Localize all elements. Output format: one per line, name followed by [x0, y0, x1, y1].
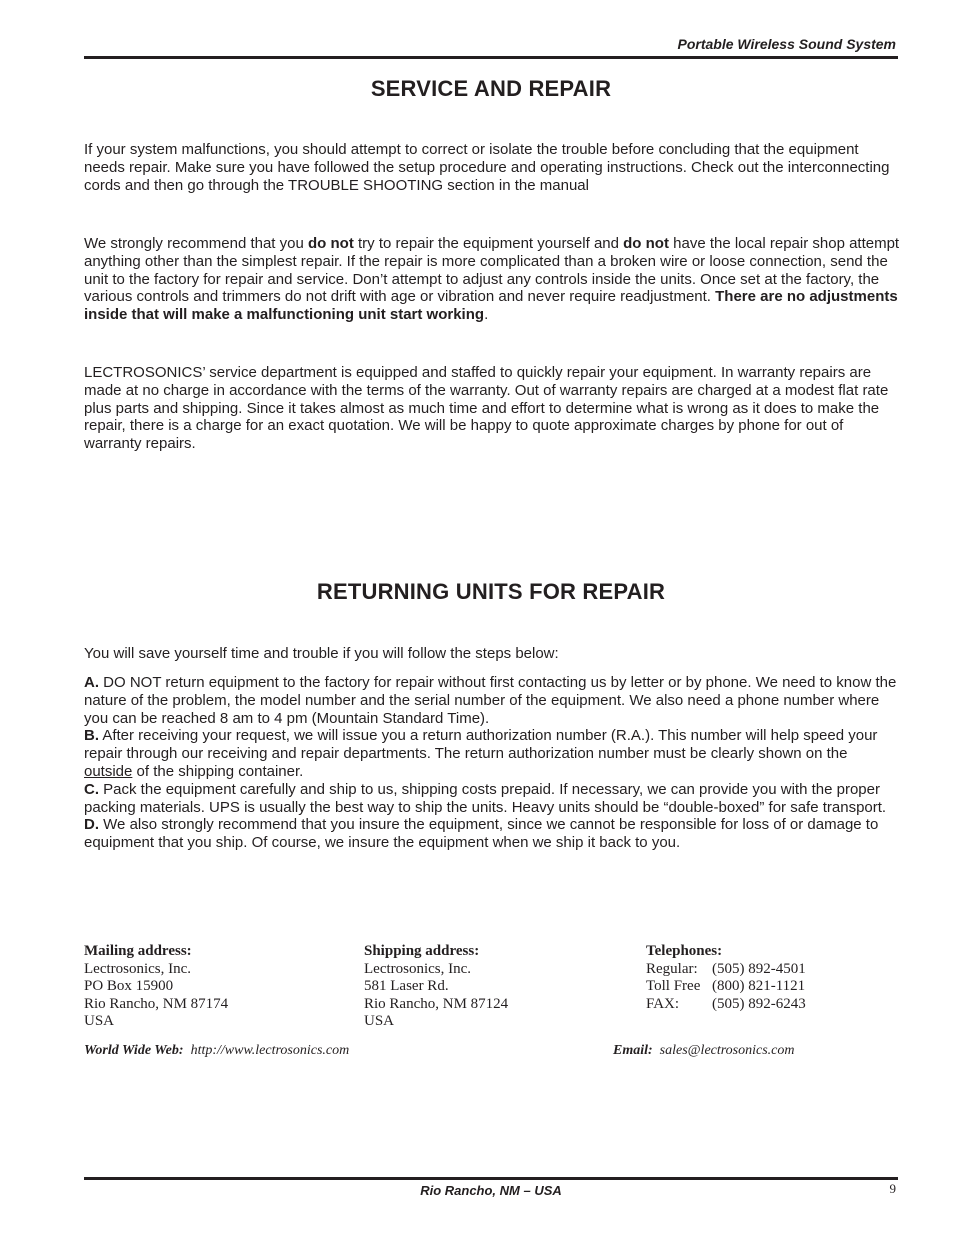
telephone-row — [646, 961, 806, 979]
telephone-row — [646, 996, 806, 1014]
telephones-label: Telephones: — [646, 943, 723, 959]
email-label: Email: — [613, 1043, 653, 1058]
step-text: Pack the equipment carefully and ship to us, shipping costs prepaid. If necessary, we can provide you with the proper packing materials. UPS is usually the best way to ship the units. Heavy units should be “double-boxed” for safe transport. — [84, 780, 887, 816]
shipping-address-label: Shipping address: — [364, 943, 480, 959]
step-d — [84, 816, 900, 852]
text-run: We strongly recommend that you — [84, 235, 308, 252]
paragraph-text: You will save yourself time and trouble if you will follow the steps below: — [84, 645, 559, 662]
footer-rule — [84, 1177, 898, 1180]
email-line — [613, 1042, 795, 1060]
email-address[interactable]: sales@lectrosonics.com — [659, 1043, 795, 1058]
service-paragraph-2 — [84, 235, 900, 324]
returning-intro — [84, 645, 900, 663]
service-paragraph-3 — [84, 364, 900, 453]
step-text: After receiving your request, we will issue you a return authorization number (R.A.). This number will help speed your repair through our receiving and repair departments. The return authorization number must be clearly shown on the — [84, 727, 878, 763]
service-paragraph-1 — [84, 141, 900, 194]
footer-location: Rio Rancho, NM – USA — [420, 1183, 562, 1198]
telephone-type: Regular: — [646, 960, 698, 977]
step-letter: C. — [84, 780, 99, 798]
address-line: USA — [364, 1013, 395, 1030]
step-text: of the shipping container. — [132, 762, 304, 780]
step-text: We also strongly recommend that you insure the equipment, since we cannot be responsible for loss of or damage to equipment that you ship. Of course, we insure the equipment when we ship it back to you. — [84, 816, 879, 852]
underlined-word: outside — [84, 762, 133, 780]
step-letter: D. — [84, 816, 99, 834]
address-line: PO Box 15900 — [84, 978, 174, 995]
telephone-number: (505) 892-6243 — [712, 995, 806, 1012]
step-letter: B. — [84, 727, 99, 745]
mailing-address — [84, 943, 228, 1031]
address-line: Rio Rancho, NM 87174 — [84, 995, 229, 1012]
step-a — [84, 674, 900, 727]
address-line: 581 Laser Rd. — [364, 978, 449, 995]
website-url[interactable]: http://www.lectrosonics.com — [190, 1043, 350, 1058]
telephones — [646, 943, 806, 1013]
text-run: try to repair the equipment yourself and — [353, 235, 624, 252]
address-line: Lectrosonics, Inc. — [364, 960, 472, 977]
section-heading-service: SERVICE AND REPAIR — [370, 76, 612, 101]
address-line: USA — [84, 1013, 115, 1030]
text-run: . — [484, 306, 489, 324]
step-c — [84, 781, 900, 817]
text-run: have the local repair shop attempt anything other than the simplest repair. If the repair is more complicated than a broken wire or loose connection, send the unit to the factory for repair and service. Don’t attempt to adjust any controls inside the units. Once set at the factory, the various controls and trimmers do not drift with age or vibration and never require readjustment. — [84, 235, 900, 306]
header-rule — [84, 56, 898, 59]
bold-run: do not — [308, 235, 354, 252]
bold-run: There are no adjustments inside that will make a malfunctioning unit start working — [84, 288, 898, 324]
step-b — [84, 727, 900, 780]
paragraph-text: If your system malfunctions, you should attempt to correct or isolate the trouble before concluding that the equipment needs repair. Make sure you have followed the setup procedure and operating instructions. Check out the interconnecting cords and then go through the TROUBLE SHOOTING section in the manual — [84, 141, 890, 194]
mailing-address-label: Mailing address: — [84, 943, 192, 959]
section-heading-returning: RETURNING UNITS FOR REPAIR — [316, 579, 666, 604]
paragraph-text: LECTROSONICS’ service department is equipped and staffed to quickly repair your equipment. In warranty repairs are made at no charge in accordance with the terms of the warranty. Out of warranty repairs are charged at a modest flat rate plus parts and shipping. Since it takes almost as much time and effort to determine what is wrong as it does to make the repair, there is a charge for an exact quotation. We will be happy to quote approximate charges by phone for out of warranty repairs. — [84, 364, 889, 453]
page-number: 9 — [889, 1181, 896, 1196]
website-line — [84, 1042, 349, 1060]
shipping-address — [364, 943, 508, 1031]
paragraph-text — [84, 235, 900, 324]
address-line: Lectrosonics, Inc. — [84, 960, 192, 977]
returning-steps — [84, 674, 900, 852]
telephone-type: FAX: — [646, 995, 680, 1012]
telephone-number: (800) 821-1121 — [712, 978, 806, 995]
telephone-type: Toll Free — [646, 978, 701, 995]
telephone-number: (505) 892-4501 — [712, 960, 806, 977]
bold-run: do not — [623, 235, 669, 252]
telephone-row — [646, 978, 806, 996]
step-text: DO NOT return equipment to the factory for repair without first contacting us by letter or by phone. We need to know the nature of the problem, the model number and the serial number of the equipment. We also need a phone number where you can be reached 8 am to 4 pm (Mountain Standard Time). — [84, 674, 897, 727]
website-label: World Wide Web: — [84, 1043, 184, 1058]
address-line: Rio Rancho, NM 87124 — [364, 995, 509, 1012]
step-letter: A. — [84, 674, 99, 691]
running-header: Portable Wireless Sound System — [677, 36, 896, 52]
